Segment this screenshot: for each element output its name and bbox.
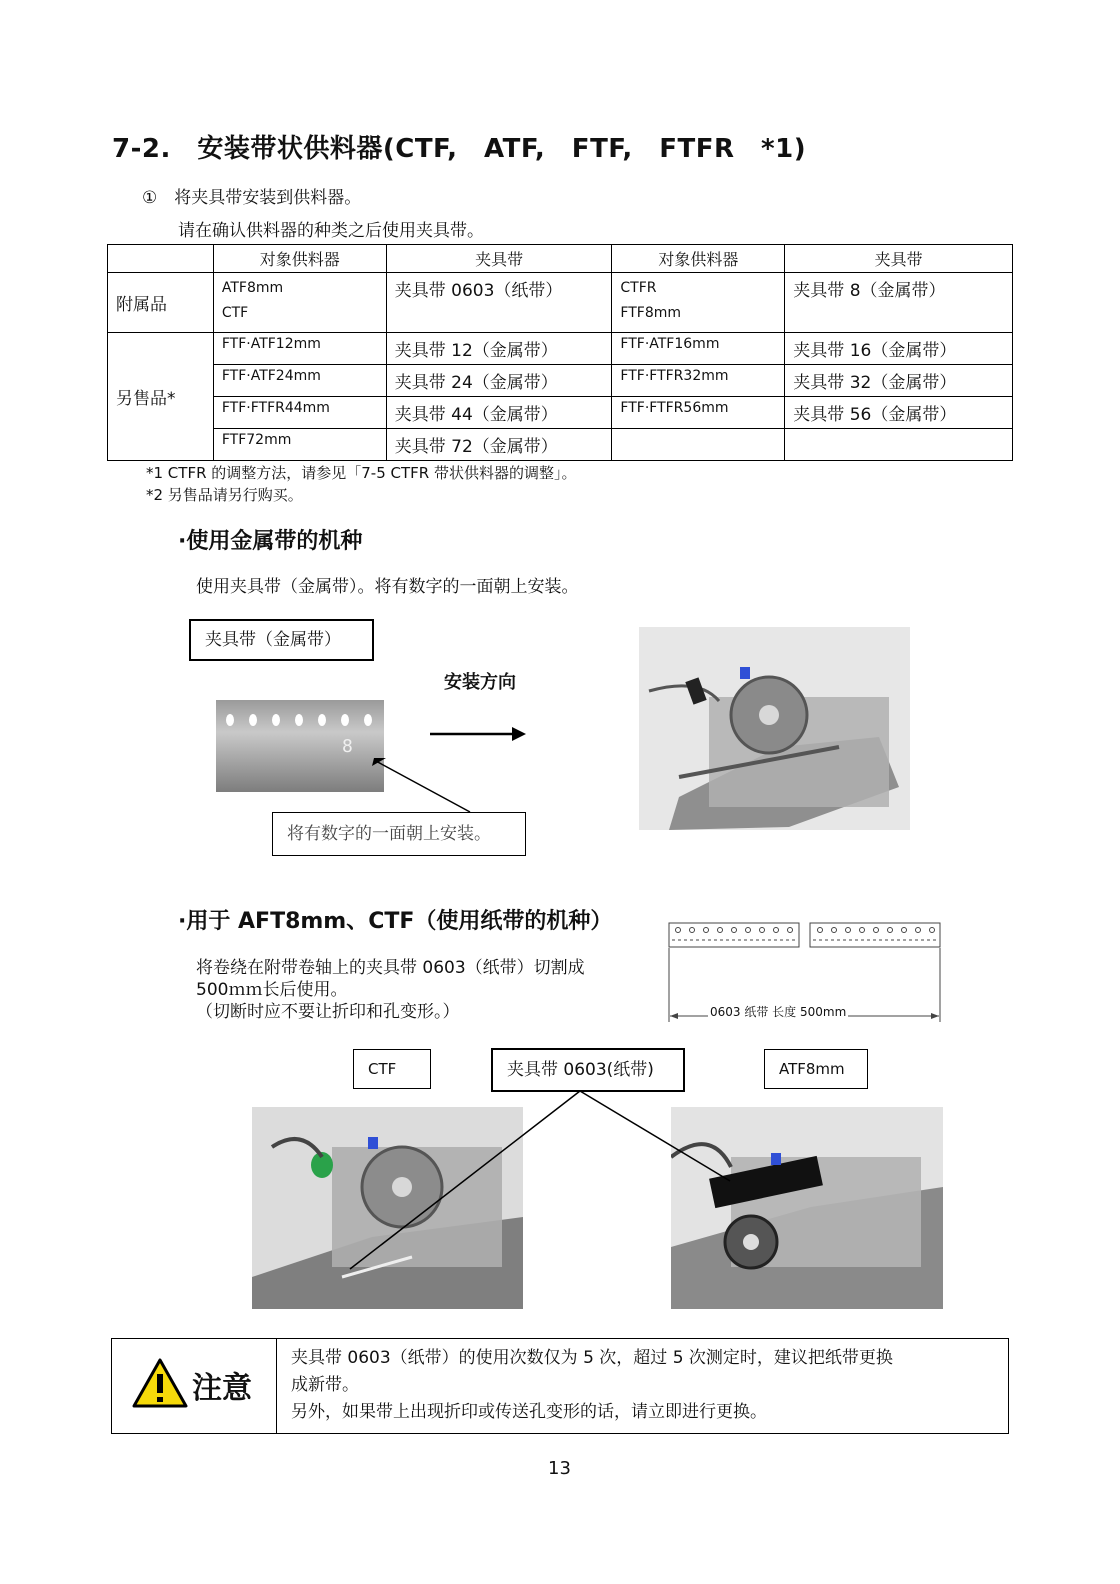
feeder-name: FTF·ATF24mm [213,365,386,397]
feeder-name: FTF72mm [213,429,386,461]
caution-title: 注意 [192,1371,252,1406]
feeder-name: ATF8mm [221,280,284,296]
table-header-row [108,245,1013,273]
metal-tape-callout: 将有数字的一面朝上安装。 [272,812,526,856]
feeder-name: CTFR [620,280,657,296]
caution-header [112,1339,277,1433]
tape-name: 夹具带 44（金属带） [386,397,612,429]
table-row [108,397,1013,429]
table-row [108,333,1013,365]
metal-section-description: 使用夹具带（金属带）。将有数字的一面朝上安装。 [196,577,579,597]
footnote-1: *1 CTFR 的调整方法，请参见「7-5 CTFR 带状供料器的调整」。 [146,464,577,482]
feeder-jig-table [107,244,1013,461]
paper-section-heading: ·用于 AFT8mm、CTF（使用纸带的机种） [178,909,613,934]
feeder-name: FTF8mm [620,305,681,321]
caution-line3: 另外，如果带上出现折印或传送孔变形的话，请立即进行更换。 [291,1402,767,1422]
caution-line1: 夹具带 0603（纸带）的使用次数仅为 5 次，超过 5 次测定时，建议把纸带更换 [291,1348,893,1368]
tape-name: 夹具带 0603（纸带） [386,273,612,333]
feeder-name: CTF [221,305,249,321]
paper-section-line2: 500ｍｍ长后使用。 [196,980,348,1000]
table-header-feeder: 对象供料器 [213,245,386,273]
footnote-2: *2 另售品请另行购买。 [146,486,303,504]
caution-body [277,1339,1008,1433]
table-cell [612,273,785,333]
feeder-photo-metal [639,627,910,830]
direction-label: 安装方向 [444,672,516,693]
paper-section-line3: （切断时应不要让折印和孔变形。） [196,1002,460,1022]
feeder-name: FTF·ATF12mm [213,333,386,365]
table-header-tape-2: 夹具带 [785,245,1013,273]
feeder-name: FTF·FTFR32mm [612,365,785,397]
step1-subtext: 请在确认供料器的种类之后使用夹具带。 [178,221,484,241]
feeder-name [612,429,785,461]
table-row [108,273,1013,333]
tape-name: 夹具带 12（金属带） [386,333,612,365]
metal-tape-image [216,700,384,792]
tape-leader-lines [300,1085,780,1285]
tape-name: 夹具带 56（金属带） [785,397,1013,429]
table-header-feeder-2: 对象供料器 [612,245,785,273]
table-row [108,365,1013,397]
table-cell [213,273,386,333]
callout-leader-line [360,752,480,818]
feeder-name: FTF·FTFR56mm [612,397,785,429]
tape-name: 夹具带 8（金属带） [785,273,1013,333]
tape-name: 夹具带 72（金属带） [386,429,612,461]
metal-tape-label-box: 夹具带（金属带） [189,619,374,661]
label-atf8mm: ATF8mm [764,1049,868,1089]
page-number: 13 [548,1458,571,1479]
caution-line2: 成新带。 [291,1375,359,1395]
label-jig-tape-0603: 夹具带 0603(纸带) [491,1048,685,1092]
category-included: 附属品 [108,273,214,333]
metal-section-heading: ·使用金属带的机种 [178,529,363,554]
direction-arrow-icon [428,722,528,746]
tape-name: 夹具带 32（金属带） [785,365,1013,397]
tape-name: 夹具带 24（金属带） [386,365,612,397]
label-ctf: CTF [353,1049,431,1089]
table-row [108,429,1013,461]
section-title: 7-2. 安装带状供料器(CTF, ATF, FTF, FTFR *1) [112,134,807,164]
category-optional: 另售品* [108,333,214,461]
sprocket-holes-icon [216,700,384,792]
caution-box [111,1338,1009,1434]
feeder-illustration [639,627,910,830]
tape-name: 夹具带 16（金属带） [785,333,1013,365]
paper-section-line1: 将卷绕在附带卷轴上的夹具带 0603（纸带）切割成 [196,958,585,978]
metal-tape-digit: 8 [342,736,353,757]
warning-icon [132,1357,188,1409]
table-header-blank [108,245,214,273]
table-header-tape: 夹具带 [386,245,612,273]
tape-name [785,429,1013,461]
step1-text: ① 将夹具带安装到供料器。 [142,188,362,208]
feeder-name: FTF·ATF16mm [612,333,785,365]
feeder-name: FTF·FTFR44mm [213,397,386,429]
paper-tape-length-label: 0603 纸带 长度 500mm [710,1005,847,1019]
